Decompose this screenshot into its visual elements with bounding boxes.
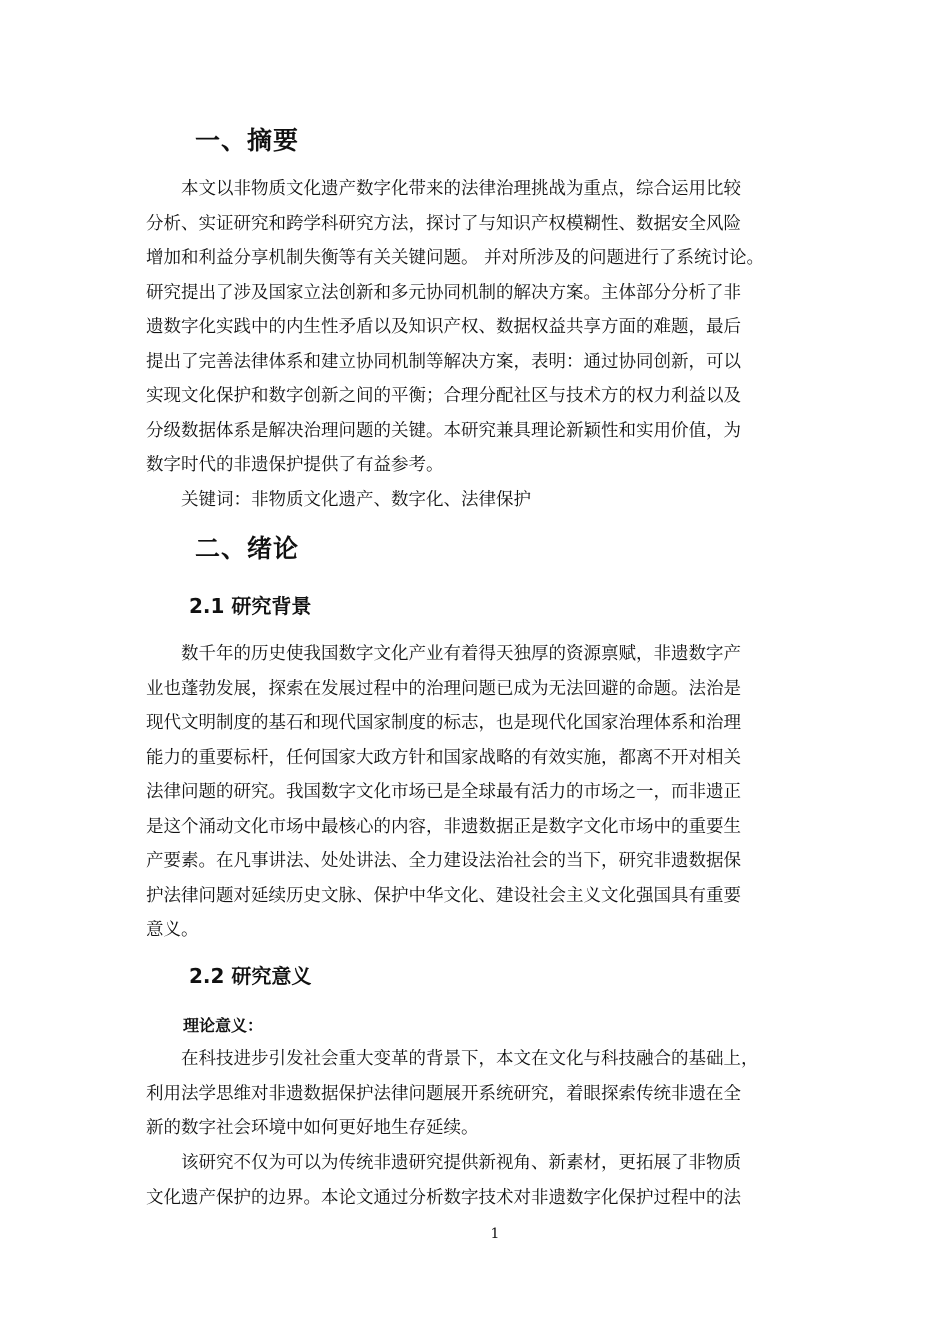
abstract-line: 研究提出了涉及国家立法创新和多元协同机制的解决方案。主体部分分析了非 (146, 282, 741, 303)
significance-line: 新的数字社会环境中如何更好地生存延续。 (146, 1118, 479, 1138)
significance-line: 利用法学思维对非遗数据保护法律问题展开系统研究，着眼探索传统非遗在全 (146, 1083, 741, 1104)
significance-paragraph-1 (146, 1042, 826, 1146)
background-line: 业也蓬勃发展，探索在发展过程中的治理问题已成为无法回避的命题。法治是 (146, 678, 741, 699)
abstract-paragraph (146, 172, 826, 517)
significance-line: 在科技进步引发社会重大变革的背景下，本文在文化与科技融合的基础上， (146, 1049, 759, 1069)
abstract-line: 增加和利益分享机制失衡等有关关键问题。 并对所涉及的问题进行了系统讨论。 (146, 248, 765, 268)
abstract-line: 分析、实证研究和跨学科研究方法，探讨了与知识产权模糊性、数据安全风险 (146, 213, 741, 234)
background-line: 法律问题的研究。我国数字文化市场已是全球最有活力的市场之一，而非遗正 (146, 782, 741, 802)
abstract-line: 提出了完善法律体系和建立协同机制等解决方案，表明：通过协同创新，可以 (146, 351, 741, 372)
background-paragraph (146, 637, 826, 948)
significance-paragraph-2 (146, 1146, 826, 1215)
abstract-line: 分级数据体系是解决治理问题的关键。本研究兼具理论新颖性和实用价值，为 (146, 420, 741, 441)
abstract-line: 本文以非物质文化遗产数字化带来的法律治理挑战为重点，综合运用比较 (146, 179, 741, 199)
significance-line: 文化遗产保护的边界。本论文通过分析数字技术对非遗数字化保护过程中的法 (146, 1187, 741, 1208)
abstract-line: 实现文化保护和数字创新之间的平衡；合理分配社区与技术方的权力利益以及 (146, 386, 741, 406)
abstract-heading: 一、摘要 (195, 126, 300, 155)
background-line: 现代文明制度的基石和现代国家制度的标志，也是现代化国家治理体系和治理 (146, 713, 741, 733)
background-line: 是这个涌动文化市场中最核心的内容，非遗数据正是数字文化市场中的重要生 (146, 816, 741, 837)
abstract-line: 遗数字化实践中的内生性矛盾以及知识产权、数据权益共享方面的难题，最后 (146, 317, 741, 337)
page-number: 1 (490, 1226, 500, 1242)
significance-heading: 2.2 研究意义 (189, 964, 312, 988)
background-line: 数千年的历史使我国数字文化产业有着得天独厚的资源禀赋，非遗数字产 (146, 644, 741, 664)
theory-significance-heading: 理论意义： (183, 1016, 264, 1035)
background-heading: 2.1 研究背景 (189, 594, 312, 618)
background-line: 意义。 (146, 920, 199, 940)
introduction-heading: 二、绪论 (195, 534, 300, 563)
keywords-line: 关键词：非物质文化遗产、数字化、法律保护 (146, 489, 531, 510)
background-line: 能力的重要标杆，任何国家大政方针和国家战略的有效实施，都离不开对相关 (146, 747, 741, 768)
significance-line: 该研究不仅为可以为传统非遗研究提供新视角、新素材，更拓展了非物质 (146, 1153, 741, 1173)
background-line: 产要素。在凡事讲法、处处讲法、全力建设法治社会的当下，研究非遗数据保 (146, 851, 741, 871)
background-line: 护法律问题对延续历史文脉、保护中华文化、建设社会主义文化强国具有重要 (146, 885, 741, 906)
abstract-line: 数字时代的非遗保护提供了有益参考。 (146, 455, 444, 475)
